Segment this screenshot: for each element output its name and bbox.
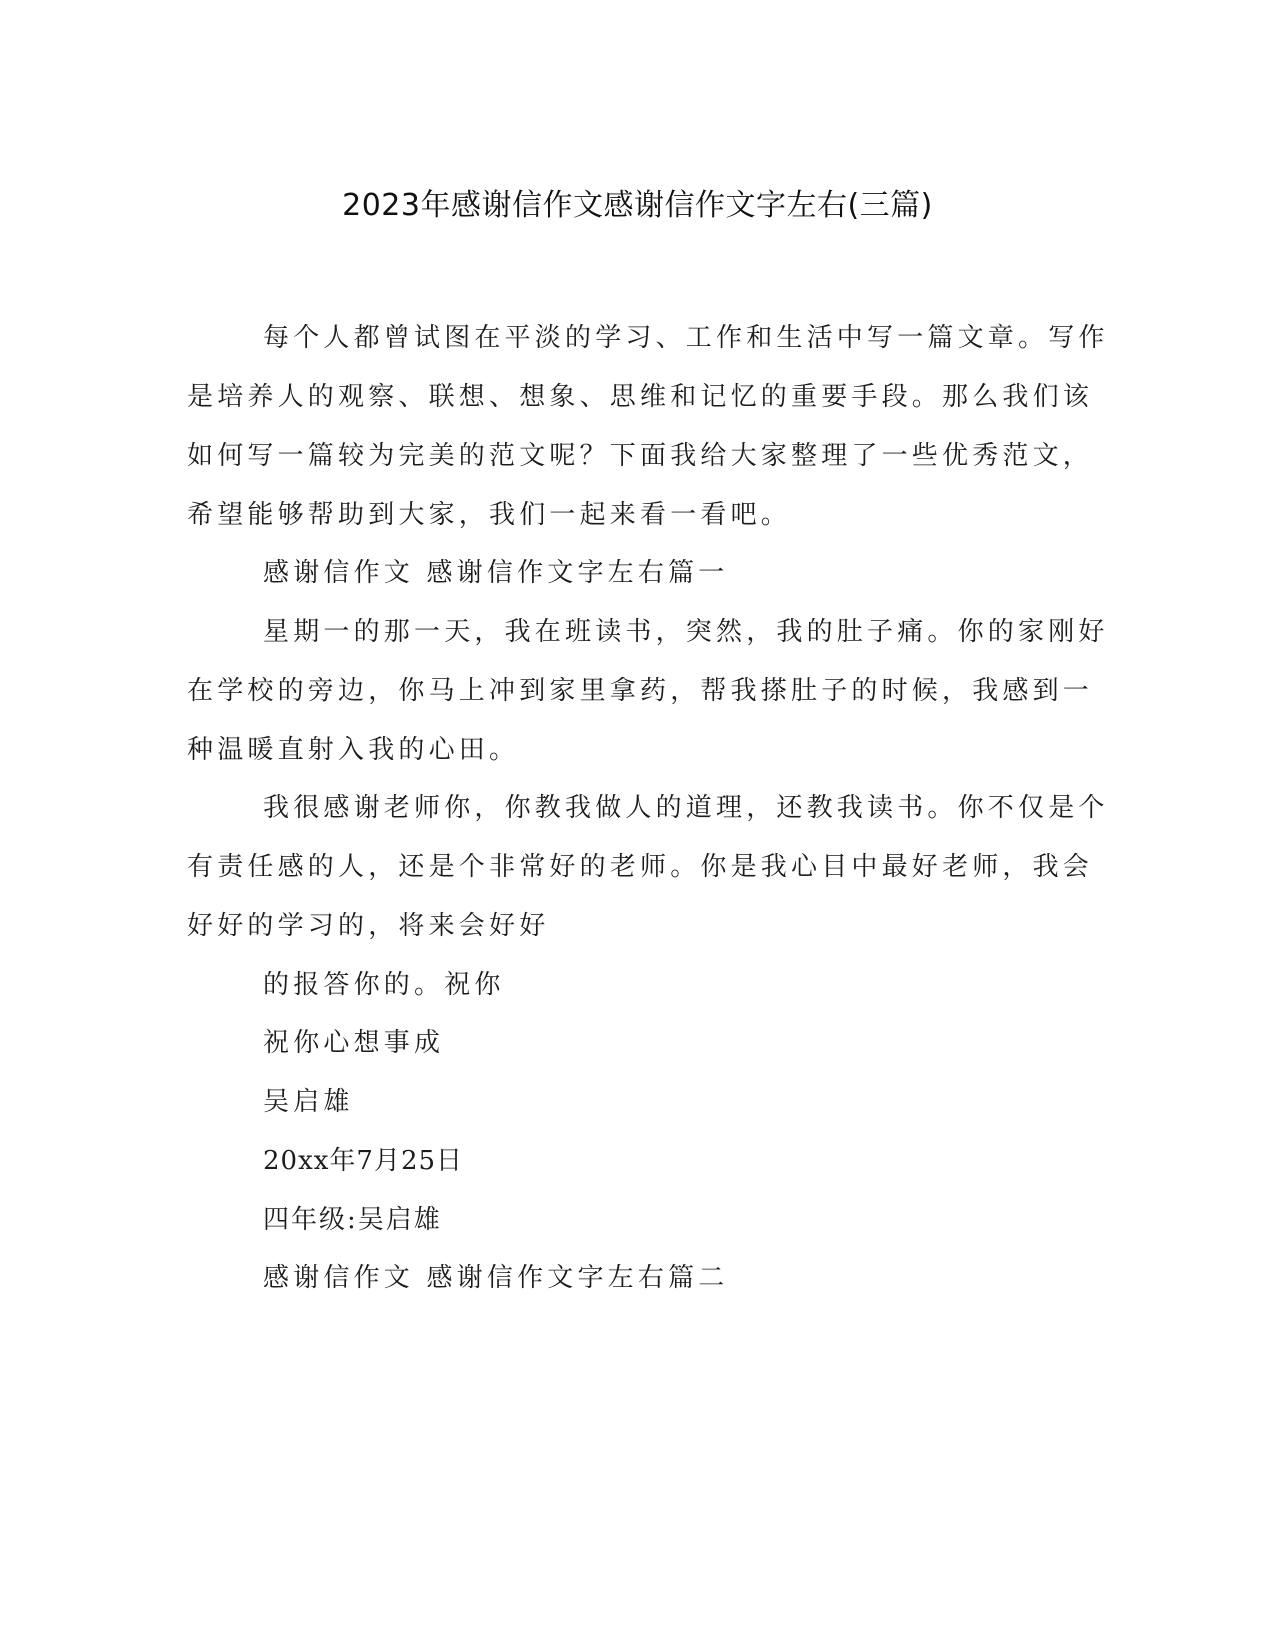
letter-date: 20xx年7月25日: [263, 1146, 464, 1176]
intro-line-1: 每个人都曾试图在平淡的学习、工作和生活中写一篇文章。写作: [263, 323, 1109, 353]
section-heading-2: 感谢信作文 感谢信作文字左右篇二: [263, 1263, 729, 1293]
closing-line-1: 的报答你的。祝你: [263, 970, 505, 1000]
intro-line-2: 是培养人的观察、联想、想象、思维和记忆的重要手段。那么我们该: [187, 382, 1094, 412]
section-heading-1: 感谢信作文 感谢信作文字左右篇一: [263, 558, 729, 588]
para2-line-1: 我很感谢老师你，你教我做人的道理，还教我读书。你不仅是个: [263, 793, 1109, 823]
grade-signature: 四年级:吴启雄: [263, 1205, 442, 1235]
para1-line-2: 在学校的旁边，你马上冲到家里拿药，帮我搽肚子的时候，我感到一: [187, 676, 1094, 706]
para2-line-2: 有责任感的人，还是个非常好的老师。你是我心目中最好老师，我会: [187, 852, 1094, 882]
signature: 吴启雄: [263, 1087, 354, 1117]
para1-line-1: 星期一的那一天，我在班读书，突然，我的肚子痛。你的家刚好: [263, 617, 1109, 647]
intro-line-4: 希望能够帮助到大家，我们一起来看一看吧。: [187, 500, 792, 530]
closing-line-2: 祝你心想事成: [263, 1028, 445, 1058]
para1-line-3: 种温暖直射入我的心田。: [187, 735, 520, 765]
para2-line-3: 好好的学习的，将来会好好: [187, 911, 550, 941]
document-title: 2023年感谢信作文感谢信作文字左右(三篇): [342, 188, 933, 223]
intro-line-3: 如何写一篇较为完美的范文呢？下面我给大家整理了一些优秀范文，: [187, 441, 1094, 471]
